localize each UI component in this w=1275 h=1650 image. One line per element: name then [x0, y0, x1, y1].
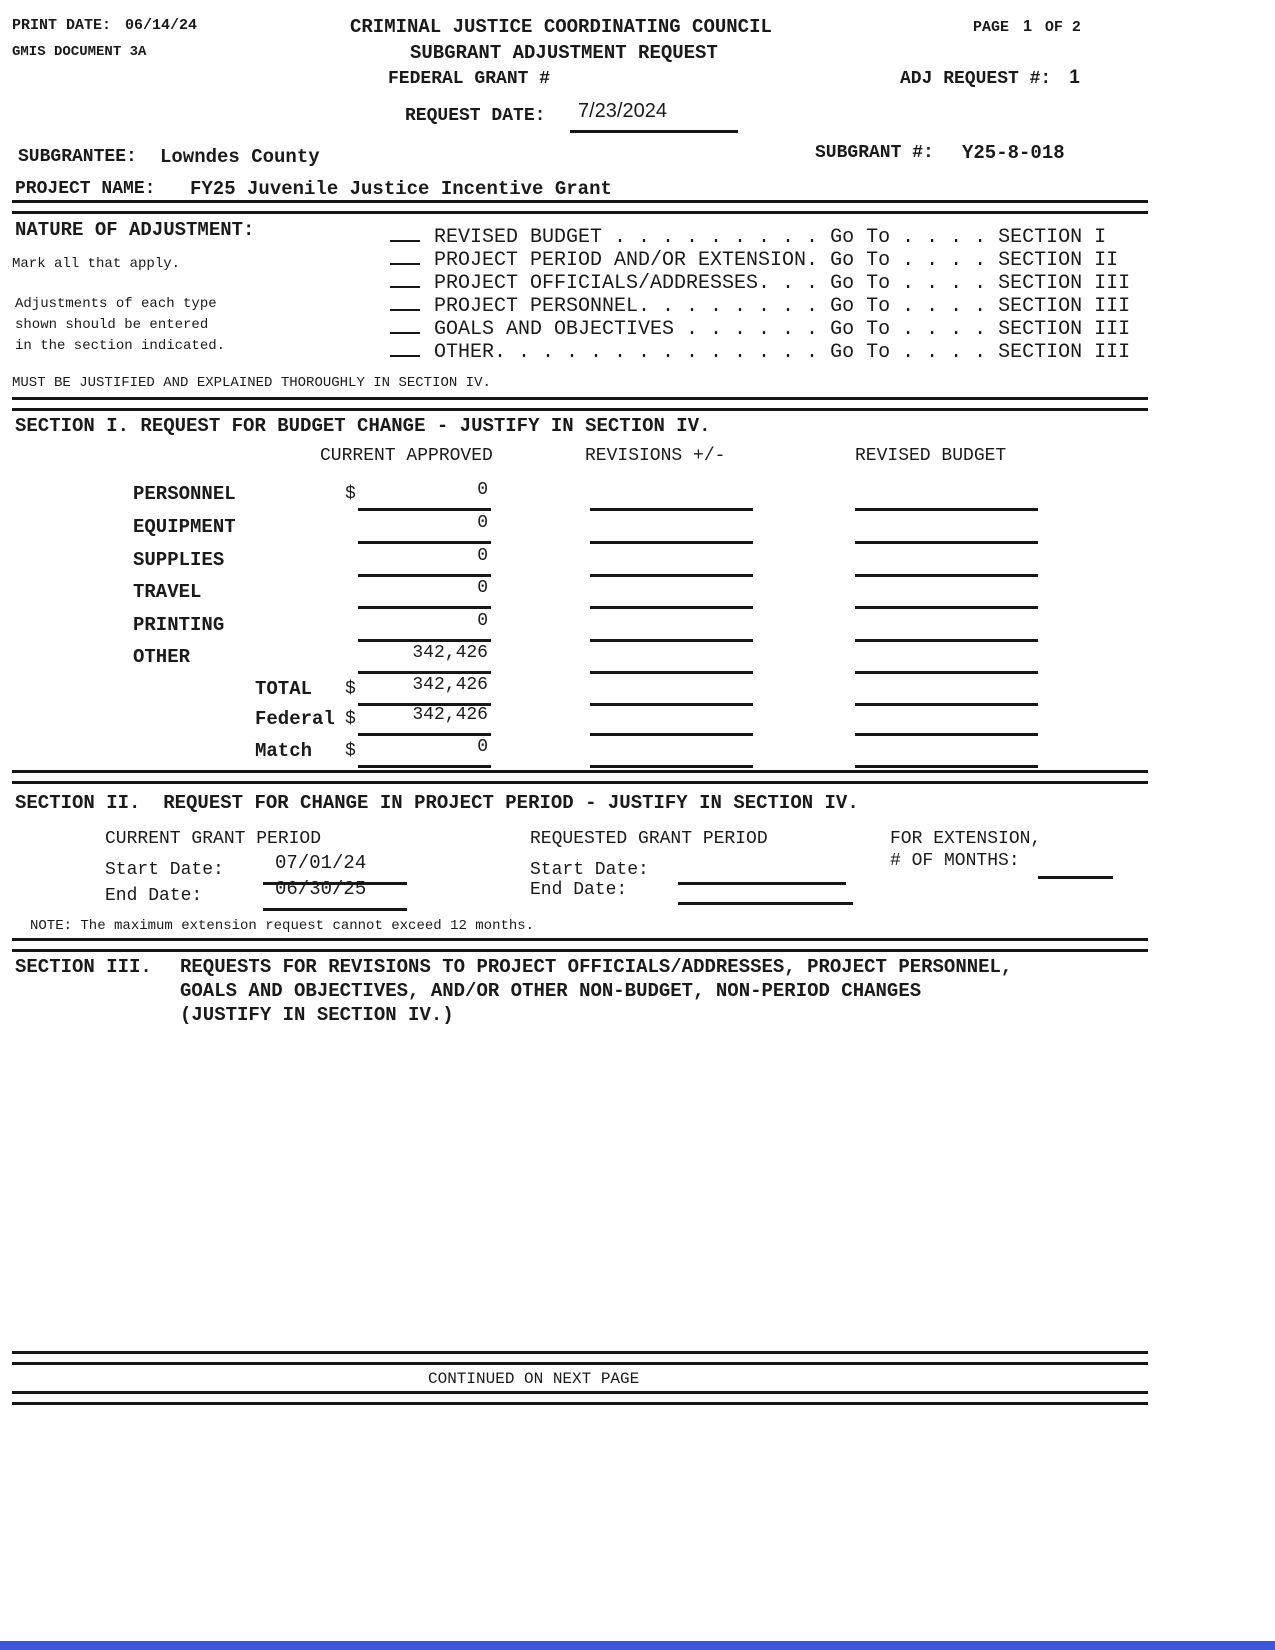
revised-budget-cell[interactable] [855, 737, 1038, 768]
requested-start-date-label: Start Date: [530, 860, 649, 880]
requested-end-date-field[interactable] [678, 872, 853, 905]
current-approved-cell: 0 [358, 513, 491, 544]
current-end-date-label: End Date: [105, 886, 203, 906]
currency-symbol: $ [345, 679, 356, 699]
section3-heading: SECTION III. [15, 956, 152, 978]
column-header-revised: REVISED BUDGET [855, 446, 1007, 466]
budget-row-label: PERSONNEL [133, 483, 236, 505]
section-divider [12, 770, 1148, 784]
current-approved-cell: 0 [358, 546, 491, 577]
request-date-label: REQUEST DATE: [405, 106, 546, 126]
nature-instruction-1: Mark all that apply. [12, 256, 181, 272]
adjustment-checkbox-blank[interactable] [390, 220, 420, 242]
section-divider [12, 1391, 1148, 1405]
revisions-cell[interactable] [590, 611, 753, 642]
revisions-cell[interactable] [590, 480, 753, 511]
page-indicator [973, 18, 1081, 36]
current-approved-cell: 342,426 [358, 705, 491, 736]
revised-budget-cell[interactable] [855, 675, 1038, 706]
currency-symbol: $ [345, 484, 356, 504]
adjustment-option-row [390, 266, 1131, 295]
print-date-label: PRINT DATE: [12, 17, 112, 34]
current-approved-cell: 0 [358, 480, 491, 511]
section-divider [12, 200, 1148, 214]
budget-row-label: EQUIPMENT [133, 516, 236, 538]
project-name-value: FY25 Juvenile Justice Incentive Grant [190, 178, 612, 200]
revisions-cell[interactable] [590, 578, 753, 609]
current-end-date-field: 06/30/25 [263, 878, 407, 911]
budget-row-supplies [0, 546, 1160, 575]
adjustment-checkbox-blank[interactable] [390, 243, 420, 265]
adj-request-label: ADJ REQUEST #: [900, 69, 1052, 89]
project-name-label: PROJECT NAME: [15, 179, 156, 199]
page-label: PAGE [973, 19, 1010, 36]
revised-budget-cell[interactable] [855, 546, 1038, 577]
current-start-date-field: 07/01/24 [263, 852, 407, 885]
requested-end-date-label: End Date: [530, 880, 628, 900]
budget-row-label: Match [255, 740, 313, 762]
revised-budget-cell[interactable] [855, 513, 1038, 544]
section2-heading: SECTION II. REQUEST FOR CHANGE IN PROJECT PERIOD - JUSTIFY IN SECTION IV. [15, 792, 859, 814]
bottom-blue-bar [0, 1641, 1275, 1650]
adjustment-checkbox-blank[interactable] [390, 289, 420, 311]
adjustment-checkbox-blank[interactable] [390, 312, 420, 334]
adjustment-option-row [390, 220, 1107, 249]
extension-note: NOTE: The maximum extension request cannot exceed 12 months. [30, 918, 535, 934]
current-approved-cell: 0 [358, 737, 491, 768]
nature-instruction-2b: shown should be entered [15, 317, 209, 333]
adjustment-option-row [390, 312, 1131, 341]
section-divider [12, 1351, 1148, 1365]
section3-body-line1: REQUESTS FOR REVISIONS TO PROJECT OFFICIALS/ADDRESSES, PROJECT PERSONNEL, [180, 956, 1013, 978]
page-number: 1 [1023, 18, 1032, 35]
subgrant-number-label: SUBGRANT #: [815, 143, 934, 163]
requested-grant-period-label: REQUESTED GRANT PERIOD [530, 829, 768, 849]
months-field[interactable] [1038, 846, 1113, 879]
current-start-date-label: Start Date: [105, 860, 224, 880]
document-title-line2: SUBGRANT ADJUSTMENT REQUEST [410, 42, 718, 64]
revisions-cell[interactable] [590, 643, 753, 674]
section1-heading: SECTION I. REQUEST FOR BUDGET CHANGE - JUSTIFY IN SECTION IV. [15, 415, 711, 437]
budget-row-label: PRINTING [133, 614, 225, 636]
for-extension-label: FOR EXTENSION, [890, 829, 1042, 849]
subgrant-number-value: Y25-8-018 [962, 142, 1065, 164]
adjustment-option-label: PROJECT OFFICIALS/ADDRESSES. . . Go To . . . . SECTION III [434, 272, 1131, 295]
budget-row-label: OTHER [133, 646, 191, 668]
column-header-revisions: REVISIONS +/- [585, 446, 726, 466]
federal-grant-label: FEDERAL GRANT # [388, 69, 551, 89]
budget-row-label: Federal [255, 708, 335, 730]
adjustment-option-label: REVISED BUDGET . . . . . . . . . Go To . . . . SECTION I [434, 226, 1107, 249]
request-date-field: 7/23/2024 [570, 100, 738, 133]
adjustment-option-row [390, 335, 1131, 364]
adjustment-option-row [390, 289, 1131, 318]
months-label: # OF MONTHS: [890, 851, 1020, 871]
revisions-cell[interactable] [590, 675, 753, 706]
budget-row-federal [0, 705, 1160, 734]
revised-budget-cell[interactable] [855, 480, 1038, 511]
adj-request-line [900, 67, 1080, 89]
revisions-cell[interactable] [590, 513, 753, 544]
revisions-cell[interactable] [590, 546, 753, 577]
budget-row-other [0, 643, 1160, 672]
current-approved-cell: 0 [358, 611, 491, 642]
subgrantee-value: Lowndes County [160, 146, 320, 168]
budget-row-total [0, 675, 1160, 704]
budget-row-travel [0, 578, 1160, 607]
column-header-current: CURRENT APPROVED [320, 446, 493, 466]
revised-budget-cell[interactable] [855, 643, 1038, 674]
revised-budget-cell[interactable] [855, 578, 1038, 609]
nature-instruction-2a: Adjustments of each type [15, 296, 217, 312]
budget-row-printing [0, 611, 1160, 640]
adjustment-checkbox-blank[interactable] [390, 335, 420, 357]
gmis-document-label: GMIS DOCUMENT 3A [12, 44, 147, 60]
budget-row-label: TRAVEL [133, 581, 202, 603]
page-of-label: OF 2 [1044, 19, 1081, 36]
revised-budget-cell[interactable] [855, 611, 1038, 642]
adjustment-option-row [390, 243, 1119, 272]
subgrantee-label: SUBGRANTEE: [18, 147, 137, 167]
document-title-line1: CRIMINAL JUSTICE COORDINATING COUNCIL [350, 16, 772, 38]
section-divider [12, 397, 1148, 411]
adjustment-option-label: PROJECT PERIOD AND/OR EXTENSION. Go To . . . . SECTION II [434, 249, 1119, 272]
current-approved-cell: 342,426 [358, 643, 491, 674]
nature-instruction-2c: in the section indicated. [15, 338, 226, 354]
budget-row-label: SUPPLIES [133, 549, 225, 571]
adj-request-value: 1 [1069, 67, 1080, 88]
print-date-line [12, 17, 197, 34]
section3-body-line3: (JUSTIFY IN SECTION IV.) [180, 1004, 454, 1026]
revised-budget-cell[interactable] [855, 705, 1038, 736]
section3-body-line2: GOALS AND OBJECTIVES, AND/OR OTHER NON-BUDGET, NON-PERIOD CHANGES [180, 980, 922, 1002]
revisions-cell[interactable] [590, 705, 753, 736]
adjustment-checkbox-blank[interactable] [390, 266, 420, 288]
justify-note: MUST BE JUSTIFIED AND EXPLAINED THOROUGHLY IN SECTION IV. [12, 375, 491, 391]
print-date-value: 06/14/24 [125, 17, 198, 34]
section-divider [12, 938, 1148, 952]
nature-heading: NATURE OF ADJUSTMENT: [15, 219, 255, 241]
budget-row-label: TOTAL [255, 678, 313, 700]
budget-row-personnel [0, 480, 1160, 509]
current-approved-cell: 0 [358, 578, 491, 609]
current-grant-period-label: CURRENT GRANT PERIOD [105, 829, 322, 849]
revisions-cell[interactable] [590, 737, 753, 768]
adjustment-option-label: PROJECT PERSONNEL. . . . . . . . Go To . . . . SECTION III [434, 295, 1131, 318]
current-approved-cell: 342,426 [358, 675, 491, 706]
currency-symbol: $ [345, 709, 356, 729]
adjustment-option-label: GOALS AND OBJECTIVES . . . . . . Go To . . . . SECTION III [434, 318, 1131, 341]
currency-symbol: $ [345, 741, 356, 761]
continued-note: CONTINUED ON NEXT PAGE [428, 1370, 640, 1388]
adjustment-option-label: OTHER. . . . . . . . . . . . . . Go To . . . . SECTION III [434, 341, 1131, 364]
budget-row-match [0, 737, 1160, 766]
budget-row-equipment [0, 513, 1160, 542]
